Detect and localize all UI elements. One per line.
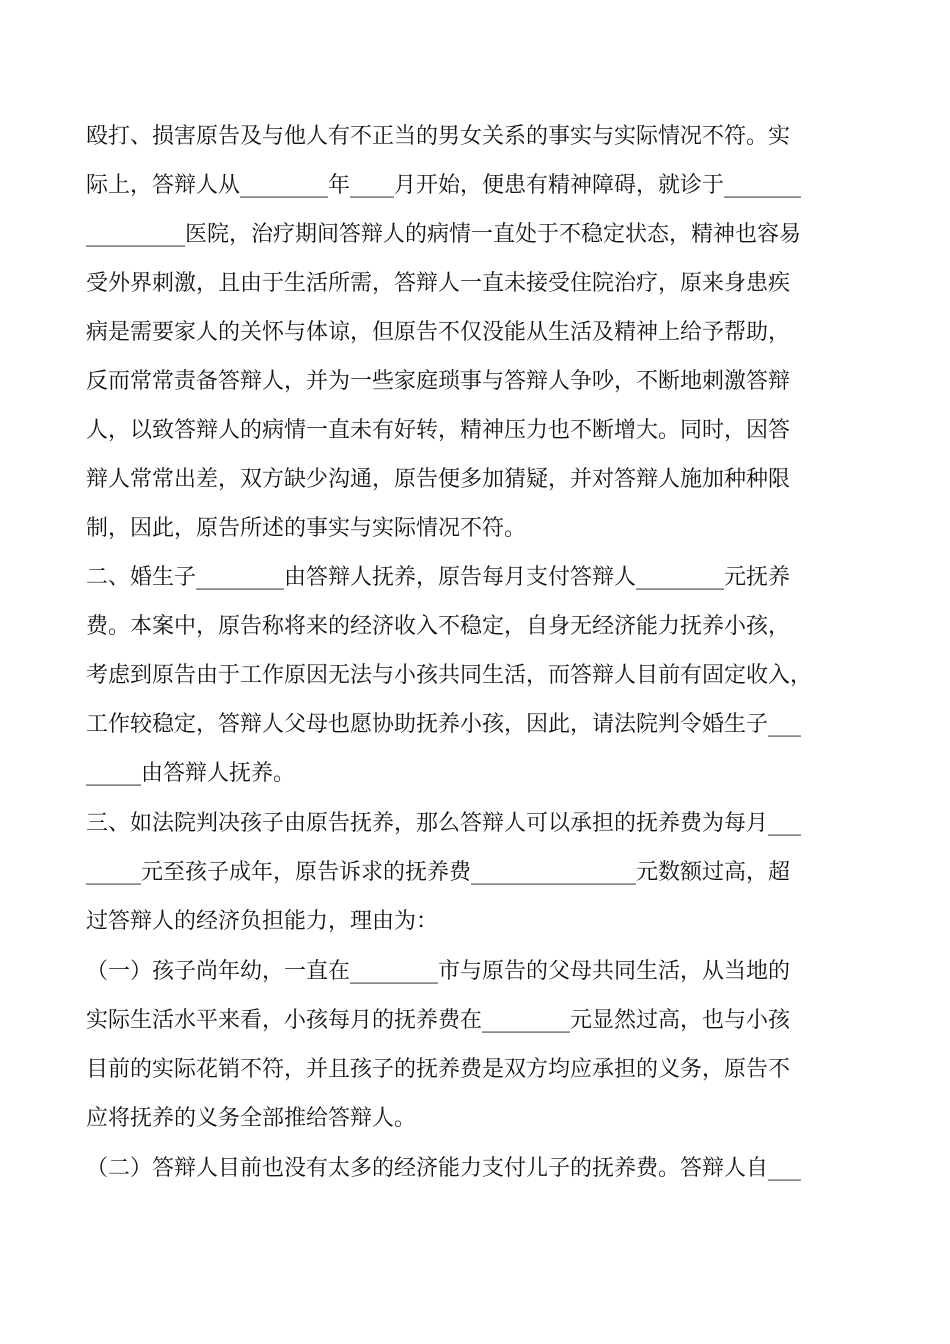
- text-line: 制，因此，原告所述的事实与实际情况不符。: [86, 516, 527, 541]
- text-line: _____由答辩人抚养。: [86, 761, 296, 786]
- text-line: 二、婚生子________由答辩人抚养，原告每月支付答辩人________元抚养: [86, 565, 791, 590]
- text-line: 人，以致答辩人的病情一直未有好转，精神压力也不断增大。同时，因答: [86, 418, 791, 443]
- text-line: 际上，答辩人从________年____月开始，便患有精神障碍，就诊于_______: [86, 173, 802, 198]
- text-line: 病是需要家人的关怀与体谅，但原告不仅没能从生活及精神上给予帮助，: [86, 320, 791, 345]
- text-line: 工作较稳定，答辩人父母也愿协助抚养小孩，因此，请法院判令婚生子___: [86, 712, 802, 737]
- text-line: 三、如法院判决孩子由原告抚养，那么答辩人可以承担的抚养费为每月___: [86, 811, 802, 836]
- document-body: [86, 112, 866, 1193]
- text-line: 费。本案中，原告称将来的经济收入不稳定，自身无经济能力抚养小孩，: [86, 614, 791, 639]
- text-line: （二）答辩人目前也没有太多的经济能力支付儿子的抚养费。答辩人自___: [86, 1156, 802, 1181]
- text-line: 反而常常责备答辩人，并为一些家庭琐事与答辩人争吵，不断地刺激答辩: [86, 369, 791, 394]
- text-line: 辩人常常出差，双方缺少沟通，原告便多加猜疑，并对答辩人施加种种限: [86, 467, 791, 492]
- text-line: 考虑到原告由于工作原因无法与小孩共同生活，而答辩人目前有固定收入，: [86, 663, 813, 688]
- text-line: 过答辩人的经济负担能力，理由为：: [86, 909, 439, 934]
- text-line: 应将抚养的义务全部推给答辩人。: [86, 1106, 417, 1131]
- text-line: _________医院，治疗期间答辩人的病情一直处于不稳定状态，精神也容易: [86, 222, 802, 247]
- text-line: 殴打、损害原告及与他人有不正当的男女关系的事实与实际情况不符。实: [86, 124, 791, 149]
- text-line: 目前的实际花销不符，并且孩子的抚养费是双方均应承担的义务，原告不: [86, 1057, 791, 1082]
- text-line: 受外界刺激，且由于生活所需，答辩人一直未接受住院治疗，原来身患疾: [86, 271, 791, 296]
- text-line: （一）孩子尚年幼，一直在________市与原告的父母共同生活，从当地的: [86, 959, 791, 984]
- text-line: _____元至孩子成年，原告诉求的抚养费_______________元数额过高，超: [86, 860, 791, 885]
- text-line: 实际生活水平来看，小孩每月的抚养费在________元显然过高，也与小孩: [86, 1008, 791, 1033]
